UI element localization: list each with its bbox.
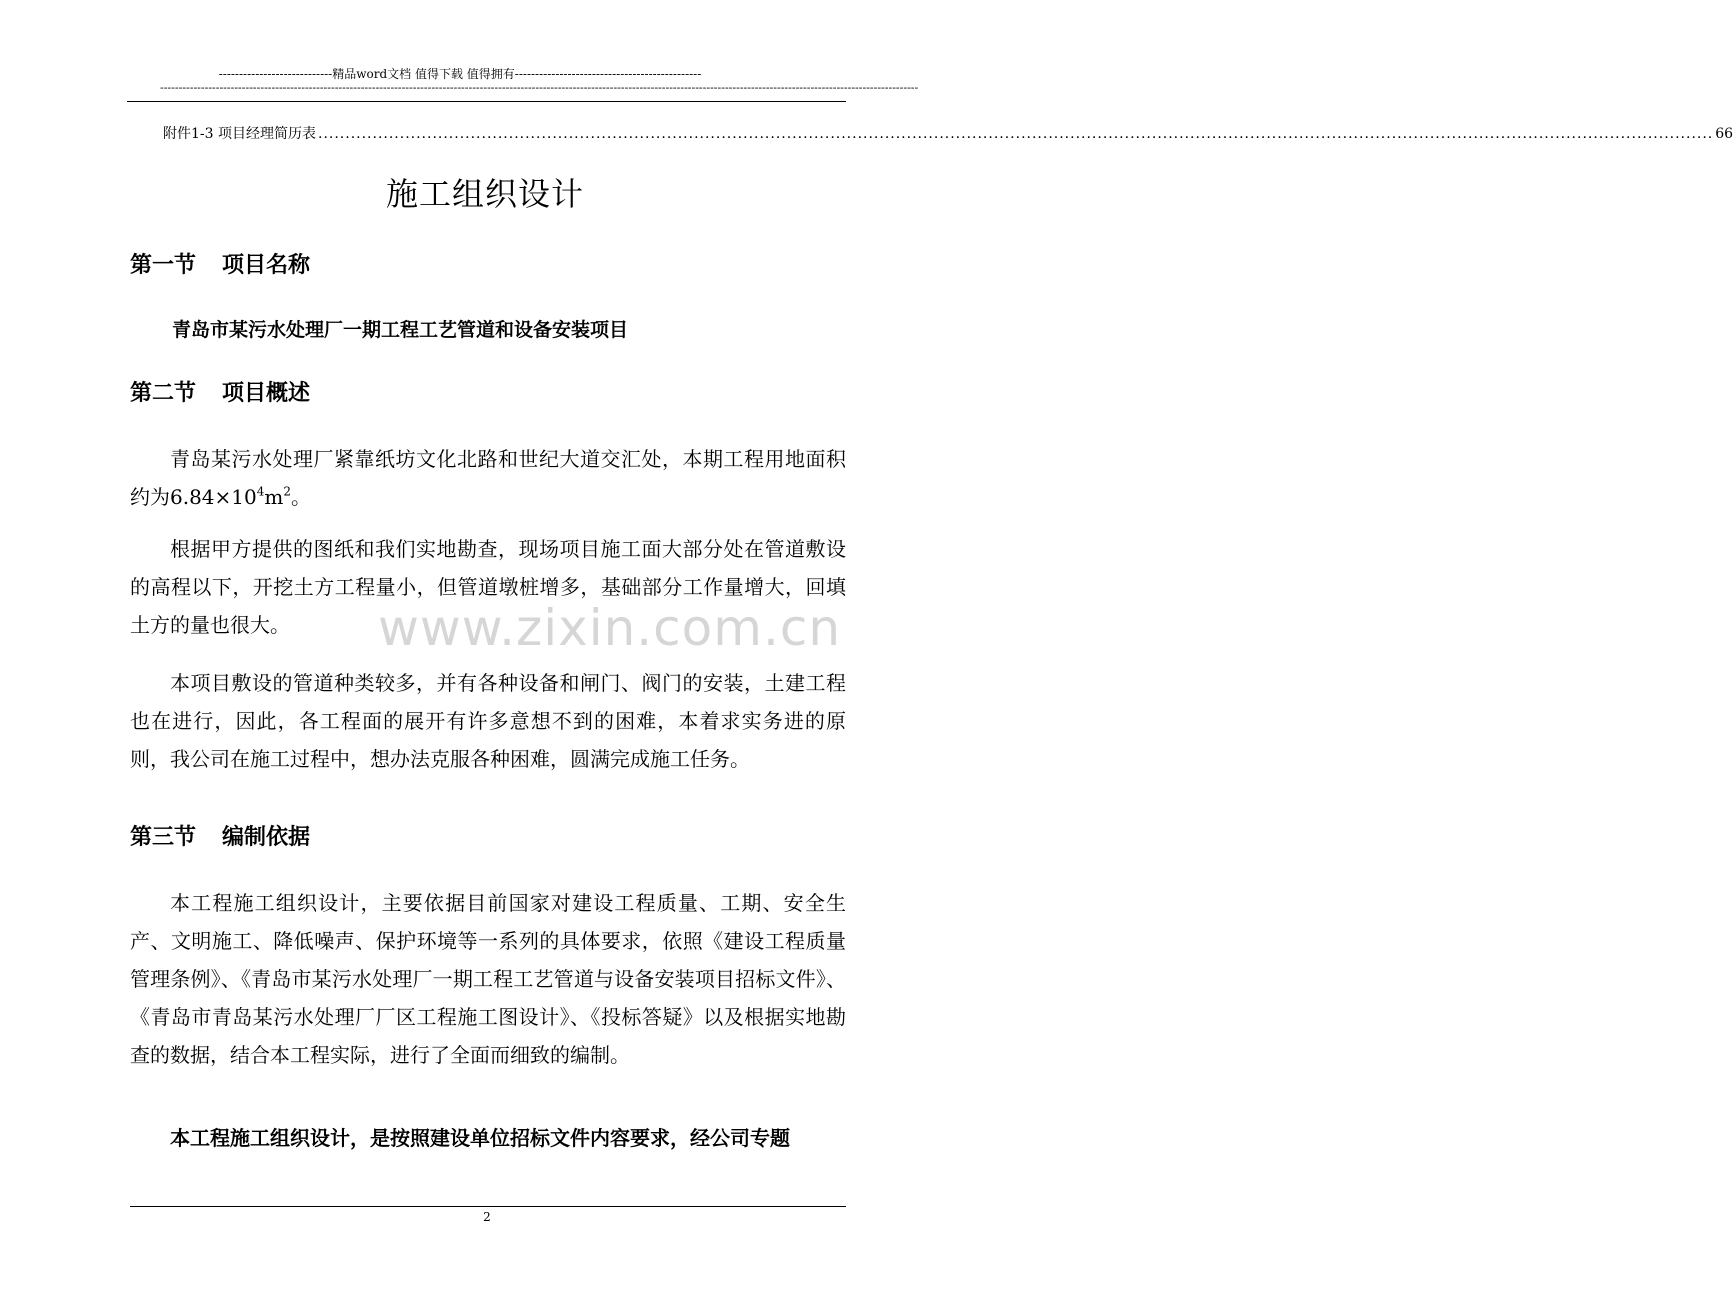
watermark: www.zixin.com.cn [378,599,842,657]
overview-p1-unit-exponent: 2 [283,484,291,499]
overview-paragraph-2: 根据甲方提供的图纸和我们实地勘查，现场项目施工面大部分处在管道敷设的高程以下，开挖土方工程量小，但管道墩桩增多，基础部分工作量增大，回填土方的量也很大。 [130,537,846,637]
section-name: 项目名称 [222,253,311,278]
section-number: 第三节 [130,825,197,850]
overview-p1-end: 。 [291,485,311,509]
document-title: 施工组织设计 [385,175,584,213]
section-name: 项目概述 [222,381,311,406]
header-dash-line: ------------------------------------------------------------------------------------------------------------------------------------------------------------------------------------------------------------ [160,81,919,94]
section-number: 第一节 [130,253,197,278]
toc-leader-dots [318,124,1713,144]
section-heading-2 [130,378,310,410]
overview-p1-unit: m [264,485,284,509]
overview-p1-exponent: 4 [256,484,265,499]
overview-paragraph-3: 本项目敷设的管道种类较多，并有各种设备和闸门、阀门的安装，土建工程也在进行，因此，各工程面的展开有许多意想不到的困难，本着求实务进的原则，我公司在施工过程中，想办法克服各种困难，圆满完成施工任务。 [130,671,846,771]
section-name: 编制依据 [222,825,311,850]
basis-paragraph-1: 本工程施工组织设计，主要依据目前国家对建设工程质量、工期、安全生产、文明施工、降低噪声、保护环境等一系列的具体要求，依照《建设工程质量管理条例》、《青岛市某污水处理厂一期工程工艺管道与设备安装项目招标文件》、《青岛市青岛某污水处理厂厂区工程施工图设计》、《投标答疑》以及根据实地勘查的数据，结合本工程实际，进行了全面而细致的编制。 [130,891,846,1067]
toc-entry-page: 66 [1715,126,1733,142]
toc-entry-label: 附件1-3 项目经理简历表 [163,126,316,142]
section-heading-1 [130,250,310,282]
header-rule [127,101,846,102]
footer-rule [130,1206,846,1207]
header-banner: ----------------------------精品word文档 值得下载 值得拥有---------------------------------------------- [218,67,702,81]
section-number: 第二节 [130,381,197,406]
basis-paragraph-2: 本工程施工组织设计，是按照建设单位招标文件内容要求，经公司专题 [170,1126,790,1150]
overview-p1-text: 青岛某污水处理厂紧靠纸坊文化北路和世纪大道交汇处，本期工程用地面积约为6.84×10 [130,447,846,509]
page-number: 2 [483,1210,491,1224]
toc-entry[interactable] [163,124,1733,144]
overview-paragraph-1 [130,440,846,516]
project-name: 青岛市某污水处理厂一期工程工艺管道和设备安装项目 [172,319,629,341]
section-heading-3 [130,822,310,854]
